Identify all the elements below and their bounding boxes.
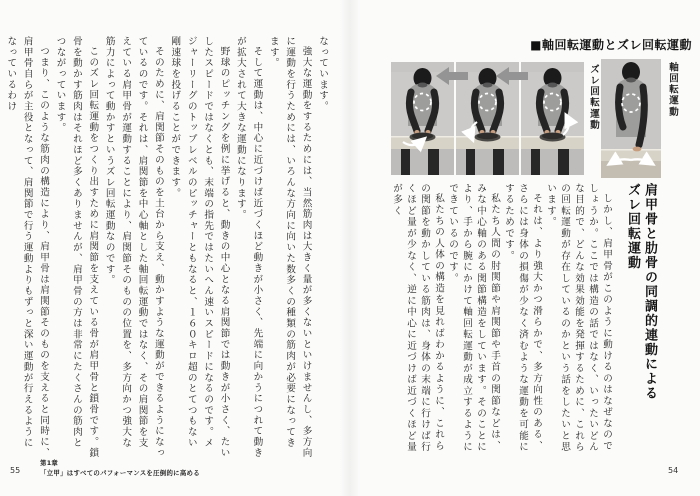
page-number-right: 54	[668, 466, 679, 475]
paragraph: 私たち人間の肘関節や肩関節や手首の関節などは、みな中心軸のある関節構造をしています。そのことにより、手から腕にかけて軸回転運動が成立するようにできているのです。	[447, 183, 500, 453]
footer-chapter-title: 「立甲」はすべてのパフォーマンスを圧倒的に高める	[40, 468, 200, 477]
page-number-left: 55	[10, 466, 21, 475]
paragraph: 私たちの人体の構造を見ればわかるように、これらの関節を動かしている筋肉は、身体の末端に行けば行くほど量が少なく、逆に中心に近づけば近づくほど量が多く	[391, 183, 444, 453]
photo-jiku	[601, 59, 661, 178]
paragraph: それは、より強大かつ滑らかで、多方向性のある、さらには身体の損傷が少なく済むような運動を可能にするためです。	[503, 183, 542, 453]
section-heading	[624, 183, 658, 433]
paragraph: しかし、肩甲骨がこのように動けるのはなぜなのでしょうか。ここでは構造の話ではなく、いったいどんな目的で、どんな効果効能を発揮するために、これらの回転運動が存在しているのかという話をしたいと思います。	[545, 183, 612, 453]
paragraph: つまり、このような筋肉の構造により、肩甲骨は肩関節そのものを支えると同時に、肩甲骨自らが主役となって、肩関節で行う運動よりもずっと深い運動が行えるようになっているわけ	[5, 36, 50, 458]
person-with-bowl-illustration	[521, 62, 584, 175]
left-block-arrow-icon	[496, 66, 528, 86]
page-right	[350, 0, 700, 496]
paragraph: そのために、肩関節そのものを土台から支え、動かすような運動ができるようになっているのです。それは、肩関節を中心軸とした軸回転運動ではなく、その肩関節を支えている肩甲骨が運動することにより、肩関節そのものの位置を、多方向かつ強大な筋力によって動かすというズレ回転運動なのです。	[103, 36, 164, 458]
figure-caption: ■軸回転運動とズレ回転運動	[530, 38, 692, 52]
section-heading-line2: ズレ回転運動	[625, 183, 640, 270]
paragraph: なっています。	[317, 36, 328, 112]
photo-label-jiku: 軸回転運動	[667, 62, 678, 118]
footer-chapter-block	[40, 459, 200, 478]
photo-zure-step1	[521, 62, 584, 175]
paragraph: 野球のピッチングを例に挙げると、動きの中心となる肩関節では動きが小さく、たいしたスピードではなくとも、末端の指先ではたいへん速いスピードになるのです。メジャーリーグのトップレベルのピッチャーともなると、１６０キロ超のとてつもない剛速球を投げることができます。	[169, 36, 230, 458]
footer-chapter-number: 第1章	[40, 459, 59, 467]
paragraph: このズレ回転運動をつくり出すために肩関節を支えている骨が肩甲骨と鎖骨です。鎖骨を動かす筋肉はそれほど多くありませんが、肩甲骨の方は非常にたくさんの筋肉とつながっています。	[54, 36, 99, 458]
photo-label-zure: ズレ回転運動	[588, 64, 599, 131]
paragraph: 強大な運動をするためには、当然筋肉は大きく量が多くないといけませんし、多方向に運動を行うためには、いろんな方向に向いた数多くの種類の筋肉が必要になってきます。	[267, 36, 312, 458]
right-body-text	[391, 183, 613, 453]
paragraph: そして運動は、中心に近づけば近づくほど動きが小さく、先端に向かうにつれて動きが拡大されて大きな運動になります。	[234, 36, 263, 458]
person-hand-on-table-illustration	[601, 59, 661, 178]
left-body-text	[5, 36, 330, 458]
left-block-arrow-icon	[436, 66, 468, 86]
section-heading-line1: 肩甲骨と肋骨の同調的連動による	[642, 183, 657, 401]
